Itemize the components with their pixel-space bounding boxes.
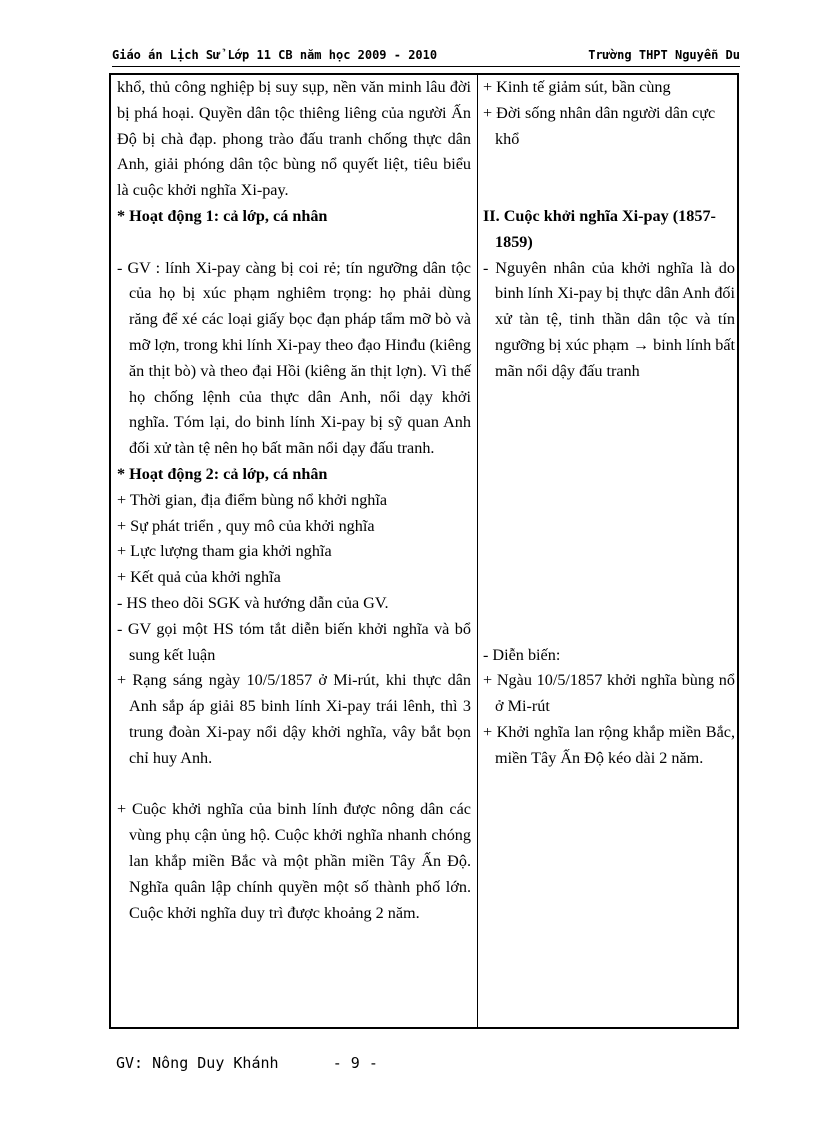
activity-2-item: + Thời gian, địa điểm bùng nổ khởi nghĩa [117, 490, 388, 509]
section-title: II. Cuộc khởi nghĩa Xi-pay (1857-1859) [483, 206, 716, 251]
knowledge-column [483, 75, 735, 772]
result-item: + Kinh tế giảm sút, bần cùng [483, 78, 671, 96]
activity-2-item: + Kết quả của khởi nghĩa [117, 568, 281, 587]
activity-2-item: - HS theo dõi SGK và hướng dẫn của GV. [117, 593, 389, 612]
progress-item: + Khởi nghĩa lan rộng khắp miền Bắc, miền Tây Ấn Độ kéo dài 2 năm. [483, 722, 735, 767]
header-course-title: Giáo án Lịch Sử Lớp 11 CB năm học 2009 - 2010 [112, 48, 438, 62]
footer-teacher: GV: Nông Duy Khánh [116, 1054, 279, 1072]
activity-2-item: + Sự phát triển , quy mô của khởi nghĩa [117, 516, 375, 535]
activity-2-title: * Hoạt động 2: cả lớp, cá nhân [117, 464, 328, 483]
page-header [112, 48, 740, 67]
uprising-cause: - Nguyên nhân của khởi nghĩa là do binh lính Xi-pay bị thực dân Anh đối xử tàn tệ, tinh thần dân tộc và tín ngưỡng bị xúc phạm → binh lính bất mãn nổi dậy đấu tranh [483, 258, 735, 380]
event-spread: + Cuộc khởi nghĩa của binh lính được nông dân các vùng phụ cận ủng hộ. Cuộc khởi nghĩa nhanh chóng lan khắp miền Bắc và một phần miền Tây Ấn Độ. Nghĩa quân lập chính quyền một số thành phố lớn. Cuộc khởi nghĩa duy trì được khoảng 2 năm. [117, 800, 471, 922]
footer-page-number: - 9 - [332, 1054, 378, 1072]
event-outbreak: + Rạng sáng ngày 10/5/1857 ở Mi-rút, khi thực dân Anh sắp áp giải 85 binh lính Xi-pay trái lênh, thì 3 trung đoàn Xi-pay nổi dậy khởi nghĩa, vây bắt bọn chỉ huy Anh. [117, 671, 471, 767]
gv-explanation: - GV : lính Xi-pay càng bị coi rẻ; tín ngưỡng dân tộc của họ bị xúc phạm nghiêm trọng: họ phải dùng răng để xé các loại giấy bọc đạn pháp tẩm mỡ bò và mỡ lợn, trong khi lính Xi-pay theo đạo Hinđu (kiêng ăn thịt bò) và theo đại Hồi (kiêng ăn thịt lợn). Vì thế họ chống lệnh của thực dân Anh, nổi dạy khởi nghĩa. Tóm lại, do binh lính Xi-pay bị sỹ quan Anh đối xử tàn tệ nên họ bất mãn nổi dạy đấu tranh. [117, 258, 471, 458]
activity-2-item: + Lực lượng tham gia khởi nghĩa [117, 542, 332, 561]
result-item: + Đời sống nhân dân người dân cực khổ [483, 103, 716, 148]
intro-paragraph: khổ, thủ công nghiệp bị suy sụp, nền văn minh lâu đời bị phá hoại. Quyền dân tộc thiêng liêng của người Ấn Độ bị chà đạp. phong trào đấu tranh chống thực dân Anh, giải phóng dân tộc bùng nổ quyết liệt, tiêu biểu là cuộc khởi nghĩa Xi-pay. [117, 78, 471, 200]
header-school-name: Trường THPT Nguyễn Du [588, 48, 740, 62]
progress-item: + Ngàu 10/5/1857 khởi nghĩa bùng nổ ở Mi-rút [483, 671, 735, 716]
progress-title: - Diễn biến: [483, 645, 561, 664]
column-divider [477, 75, 478, 1027]
page-footer [116, 1054, 378, 1072]
lesson-table [109, 73, 739, 1029]
activity-1-title: * Hoạt động 1: cả lớp, cá nhân [117, 206, 328, 225]
teacher-activities-column [117, 75, 471, 926]
gv-call-student: - GV gọi một HS tóm tắt diễn biến khởi nghĩa và bổ sung kết luận [117, 619, 471, 664]
